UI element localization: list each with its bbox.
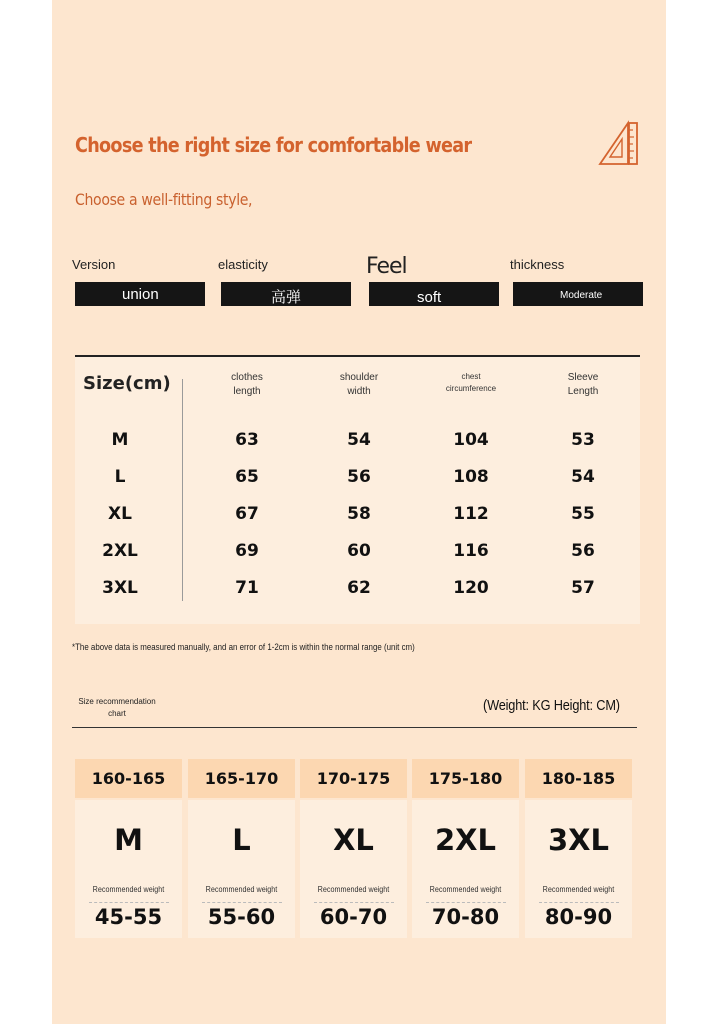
units-note: (Weight: KG Height: CM) xyxy=(483,697,620,714)
recommendation-card xyxy=(188,759,295,938)
attribute-value: 高弹 xyxy=(271,289,302,306)
attribute-elasticity xyxy=(218,257,363,309)
divider xyxy=(539,902,619,904)
column-header xyxy=(528,371,638,399)
attribute-label: elasticity xyxy=(218,257,268,272)
weight-label: Recommended weight xyxy=(542,885,615,894)
table-cell: 56 xyxy=(571,541,595,561)
column-header-line: width xyxy=(347,386,371,397)
recommendation-label-line: chart xyxy=(108,709,126,718)
ruler-triangle-icon xyxy=(598,120,640,166)
recommendation-card xyxy=(525,759,632,938)
table-cell: 65 xyxy=(235,467,259,487)
height-range: 160-165 xyxy=(75,759,182,798)
size-cell: 3XL xyxy=(102,578,138,598)
column-header-line: Length xyxy=(567,386,599,397)
recommendation-card xyxy=(300,759,407,938)
column-header-line: Sleeve xyxy=(567,372,599,383)
column-header-line: clothes xyxy=(231,372,263,383)
table-cell: 58 xyxy=(347,504,371,524)
weight-label: Recommended weight xyxy=(92,885,165,894)
size-cell: M xyxy=(111,430,129,450)
column-header xyxy=(304,371,414,399)
table-row xyxy=(75,504,640,534)
height-range: 170-175 xyxy=(300,759,407,798)
divider xyxy=(72,727,637,728)
divider xyxy=(314,902,394,904)
weight-label: Recommended weight xyxy=(317,885,390,894)
attribute-thickness xyxy=(510,257,655,309)
recommendation-label-line: Size recommendation xyxy=(78,697,156,706)
table-cell: 71 xyxy=(235,578,259,598)
height-range: 165-170 xyxy=(188,759,295,798)
recommended-size: 3XL xyxy=(547,823,610,857)
table-cell: 116 xyxy=(453,541,489,561)
table-header xyxy=(75,357,640,412)
divider xyxy=(426,902,506,904)
divider xyxy=(202,902,282,904)
size-table xyxy=(75,355,640,625)
weight-range: 80-90 xyxy=(544,905,613,929)
attribute-value: soft xyxy=(417,289,442,306)
table-cell: 104 xyxy=(453,430,489,450)
weight-label: Recommended weight xyxy=(205,885,278,894)
page-subtitle: Choose a well-fitting style, xyxy=(75,190,253,209)
weight-range: 55-60 xyxy=(207,905,276,929)
table-cell: 67 xyxy=(235,504,259,524)
table-row xyxy=(75,467,640,497)
column-header-line: shoulder xyxy=(339,372,379,383)
recommendation-label xyxy=(72,696,162,720)
table-cell: 54 xyxy=(571,467,595,487)
recommendation-card xyxy=(412,759,519,938)
table-cell: 55 xyxy=(571,504,595,524)
weight-range: 45-55 xyxy=(94,905,163,929)
attribute-value: union xyxy=(122,286,159,303)
table-cell: 69 xyxy=(235,541,259,561)
table-row xyxy=(75,541,640,571)
attribute-feel xyxy=(366,254,511,309)
table-row xyxy=(75,578,640,608)
table-cell: 112 xyxy=(453,504,489,524)
table-cell: 120 xyxy=(453,578,489,598)
page-title: Choose the right size for comfortable wear xyxy=(75,133,472,157)
table-row xyxy=(75,430,640,460)
attribute-label: Feel xyxy=(366,254,407,279)
table-cell: 54 xyxy=(347,430,371,450)
recommendation-card xyxy=(75,759,182,938)
table-cell: 57 xyxy=(571,578,595,598)
size-cell: XL xyxy=(108,504,132,524)
attribute-version xyxy=(72,257,217,309)
recommended-size: L xyxy=(232,823,251,857)
size-cell: 2XL xyxy=(102,541,138,561)
divider xyxy=(89,902,169,904)
column-header xyxy=(192,371,302,399)
table-cell: 53 xyxy=(571,430,595,450)
attribute-label: thickness xyxy=(510,257,565,272)
height-range: 175-180 xyxy=(412,759,519,798)
weight-range: 70-80 xyxy=(431,905,500,929)
attribute-value: Moderate xyxy=(560,290,603,301)
table-cell: 63 xyxy=(235,430,259,450)
column-header-line: chest xyxy=(461,372,481,381)
column-header xyxy=(416,371,526,395)
recommended-size: M xyxy=(114,823,143,857)
table-cell: 56 xyxy=(347,467,371,487)
column-header-line: circumference xyxy=(445,384,497,393)
table-cell: 62 xyxy=(347,578,371,598)
height-range: 180-185 xyxy=(525,759,632,798)
recommended-size: 2XL xyxy=(434,823,497,857)
attribute-label: Version xyxy=(72,257,116,272)
table-cell: 60 xyxy=(347,541,371,561)
size-column-header: Size(cm) xyxy=(83,373,171,394)
table-cell: 108 xyxy=(453,467,489,487)
column-header-line: length xyxy=(233,386,261,397)
weight-range: 60-70 xyxy=(319,905,388,929)
size-cell: L xyxy=(114,467,126,487)
recommended-size: XL xyxy=(333,823,374,857)
measurement-footnote: *The above data is measured manually, and an error of 1-2cm is within the normal range (unit cm) xyxy=(72,642,415,652)
weight-label: Recommended weight xyxy=(429,885,502,894)
